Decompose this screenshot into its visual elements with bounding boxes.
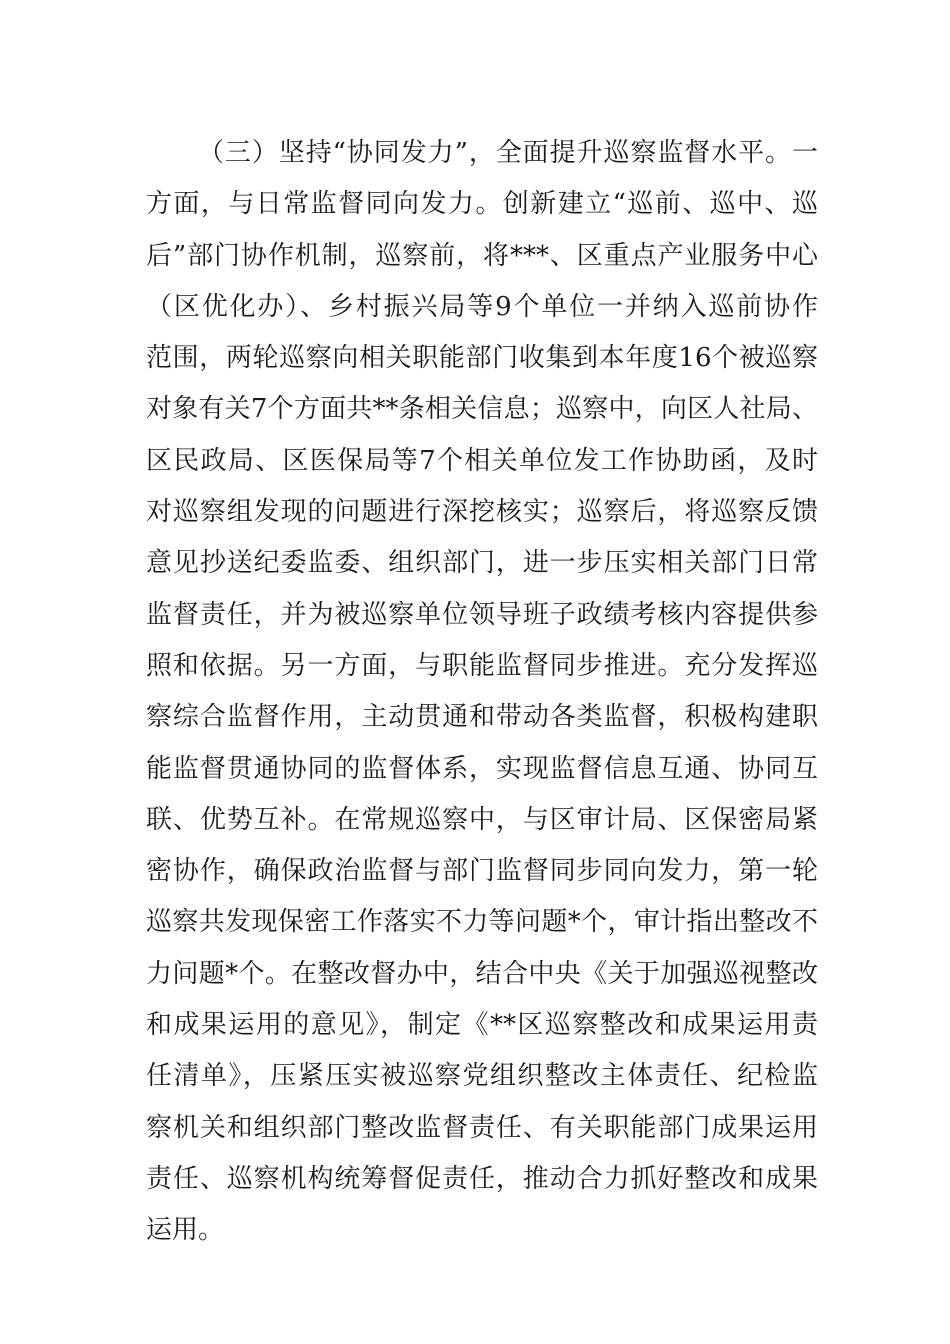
text-line: 对象有关7个方面共**条相关信息；巡察中，向区人社局、 bbox=[146, 394, 818, 425]
text-line: 运用。 bbox=[146, 1215, 225, 1246]
text-line: 方面，与日常监督同向发力。创新建立“巡前、巡中、巡 bbox=[146, 189, 818, 220]
text-line: 巡察共发现保密工作落实不力等问题*个，审计指出整改不 bbox=[146, 907, 818, 938]
text-line: 后”部门协作机制，巡察前，将***、区重点产业服务中心 bbox=[146, 240, 818, 271]
text-line: （三）坚持“协同发力”，全面提升巡察监督水平。一 bbox=[198, 138, 818, 168]
text-line: 能监督贯通协同的监督体系，实现监督信息互通、协同互 bbox=[146, 753, 818, 784]
text-line: 任清单》，压紧压实被巡察党组织整改主体责任、纪检监 bbox=[146, 1061, 818, 1092]
text-line: 密协作，确保政治监督与部门监督同步同向发力，第一轮 bbox=[146, 856, 818, 887]
text-line: 和成果运用的意见》，制定《**区巡察整改和成果运用责 bbox=[146, 1010, 818, 1041]
text-line: 对巡察组发现的问题进行深挖核实；巡察后，将巡察反馈 bbox=[146, 497, 818, 528]
body-paragraph bbox=[146, 128, 818, 1257]
text-line: 区民政局、区医保局等7个相关单位发工作协助函，及时 bbox=[146, 445, 818, 476]
text-line: 监督责任，并为被巡察单位领导班子政绩考核内容提供参 bbox=[146, 599, 818, 630]
text-line: 责任、巡察机构统筹督促责任，推动合力抓好整改和成果 bbox=[146, 1163, 818, 1194]
text-line: 察综合监督作用，主动贯通和带动各类监督，积极构建职 bbox=[146, 702, 818, 733]
text-line: （区优化办）、乡村振兴局等9个单位一并纳入巡前协作 bbox=[146, 291, 818, 322]
text-line: 意见抄送纪委监委、组织部门，进一步压实相关部门日常 bbox=[146, 548, 818, 579]
text-line: 照和依据。另一方面，与职能监督同步推进。充分发挥巡 bbox=[146, 650, 818, 681]
text-line: 范围，两轮巡察向相关职能部门收集到本年度16个被巡察 bbox=[146, 343, 818, 374]
text-line: 察机关和组织部门整改监督责任、有关职能部门成果运用 bbox=[146, 1112, 818, 1143]
text-line: 联、优势互补。在常规巡察中，与区审计局、区保密局紧 bbox=[146, 804, 818, 835]
text-line: 力问题*个。在整改督办中，结合中央《关于加强巡视整改 bbox=[146, 958, 818, 989]
